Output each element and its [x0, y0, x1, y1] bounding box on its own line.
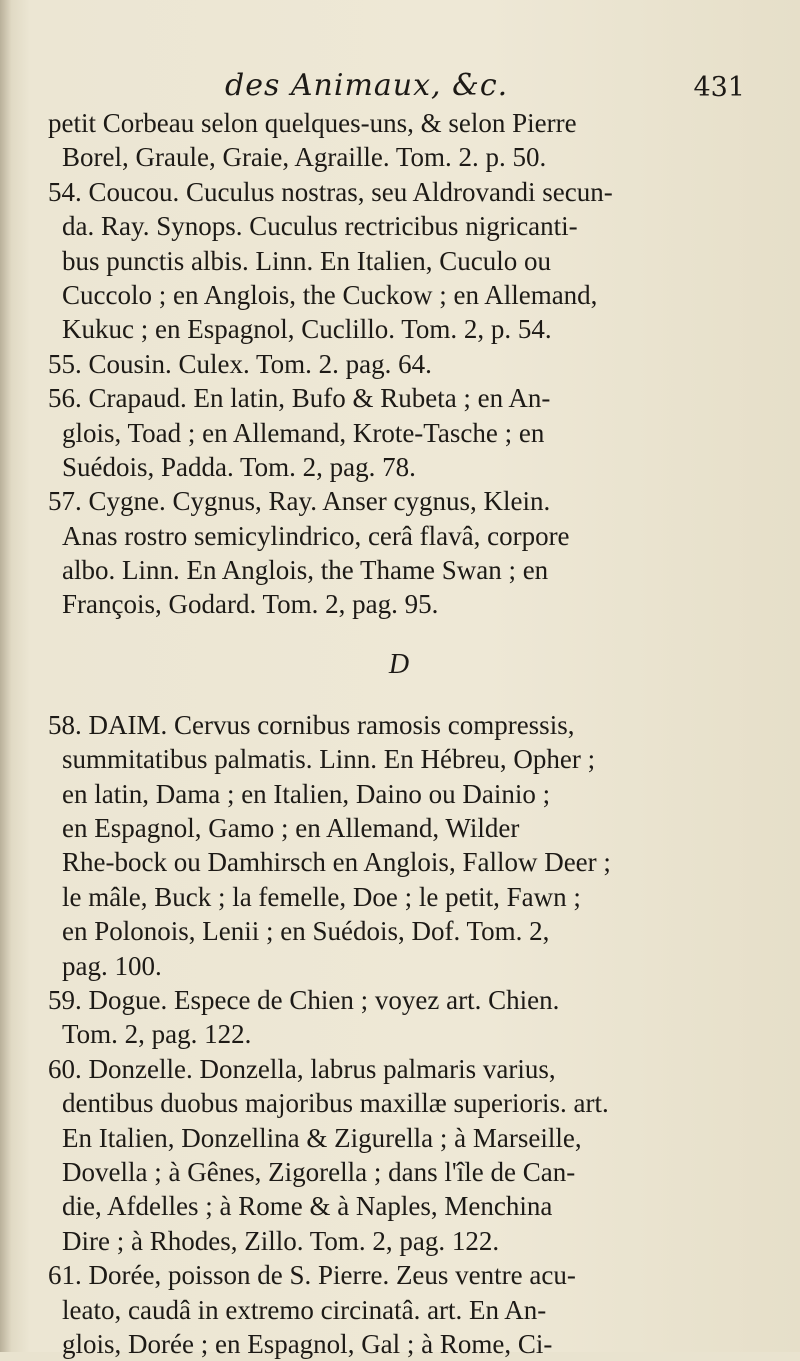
text-line: François, Godard. Tom. 2, pag. 95. — [62, 589, 439, 620]
page-spine-shadow — [0, 0, 12, 1352]
section-letter-heading: D — [388, 648, 410, 680]
text-line: petit Corbeau selon quelques-uns, & selon Pierre — [48, 108, 577, 138]
text-line: Anas rostro semicylindrico, cerâ flavâ, corpore — [62, 520, 570, 551]
text-line: summitatibus palmatis. Linn. En Hébreu, Opher ; — [62, 744, 596, 775]
text-line: Dire ; à Rhodes, Zillo. Tom. 2, pag. 122. — [62, 1225, 500, 1256]
text-line: le mâle, Buck ; la femelle, Doe ; le petit, Fawn ; — [62, 881, 581, 912]
text-line: 59. Dogue. Espece de Chien ; voyez art. Chien. — [48, 984, 560, 1015]
running-title: des Animaux, &c. — [225, 68, 509, 103]
text-line: 55. Cousin. Culex. Tom. 2. pag. 64. — [48, 348, 432, 379]
text-line: 56. Crapaud. En latin, Bufo & Rubeta ; en An- — [48, 383, 551, 414]
text-line: en latin, Dama ; en Italien, Daino ou Dainio ; — [62, 778, 551, 809]
page-body — [48, 106, 758, 1361]
text-line: albo. Linn. En Anglois, the Thame Swan ; en — [62, 555, 549, 586]
text-line: 58. DAIM. Cervus cornibus ramosis compressis, — [48, 709, 575, 740]
text-line: Tom. 2, pag. 122. — [62, 1019, 252, 1050]
text-line: die, Afdelles ; à Rome & à Naples, Menchina — [62, 1191, 553, 1222]
text-line: en Polonois, Lenii ; en Suédois, Dof. Tom. 2, — [62, 916, 550, 947]
text-line: 61. Dorée, poisson de S. Pierre. Zeus ventre acu- — [48, 1260, 576, 1291]
text-line: 57. Cygne. Cygnus, Ray. Anser cygnus, Klein. — [48, 486, 551, 517]
text-line: dentibus duobus majoribus maxillæ superioris. art. — [62, 1088, 609, 1119]
text-line: Dovella ; à Gênes, Zigorella ; dans l'île de Can- — [62, 1156, 576, 1187]
text-line: leato, caudâ in extremo circinatâ. art. En An- — [62, 1294, 547, 1325]
text-line: da. Ray. Synops. Cuculus rectricibus nigricanti- — [62, 211, 578, 242]
text-line: pag. 100. — [62, 950, 162, 981]
text-line: bus punctis albis. Linn. En Italien, Cuculo ou — [62, 245, 551, 276]
text-line: Rhe-bock ou Damhirsch en Anglois, Fallow Deer ; — [62, 847, 611, 878]
page-number: 431 — [693, 72, 745, 103]
text-line: 54. Coucou. Cuculus nostras, seu Aldrovandi secun- — [48, 176, 613, 207]
text-line: Kukuc ; en Espagnol, Cuclillo. Tom. 2, p. 54. — [62, 314, 552, 345]
text-line: glois, Dorée ; en Espagnol, Gal ; à Rome, Ci- — [62, 1328, 553, 1359]
text-line: en Espagnol, Gamo ; en Allemand, Wilder — [62, 813, 520, 844]
text-line: Cuccolo ; en Anglois, the Cuckow ; en Allemand, — [62, 279, 598, 310]
text-line: En Italien, Donzellina & Zigurella ; à Marseille, — [62, 1122, 582, 1153]
text-line: glois, Toad ; en Allemand, Krote-Tasche ; en — [62, 417, 545, 448]
text-line: 60. Donzelle. Donzella, labrus palmaris varius, — [48, 1053, 556, 1084]
text-line: Suédois, Padda. Tom. 2, pag. 78. — [62, 451, 416, 482]
text-line: Borel, Graule, Graie, Agraille. Tom. 2. p. 50. — [62, 142, 547, 173]
page-header — [225, 68, 745, 108]
